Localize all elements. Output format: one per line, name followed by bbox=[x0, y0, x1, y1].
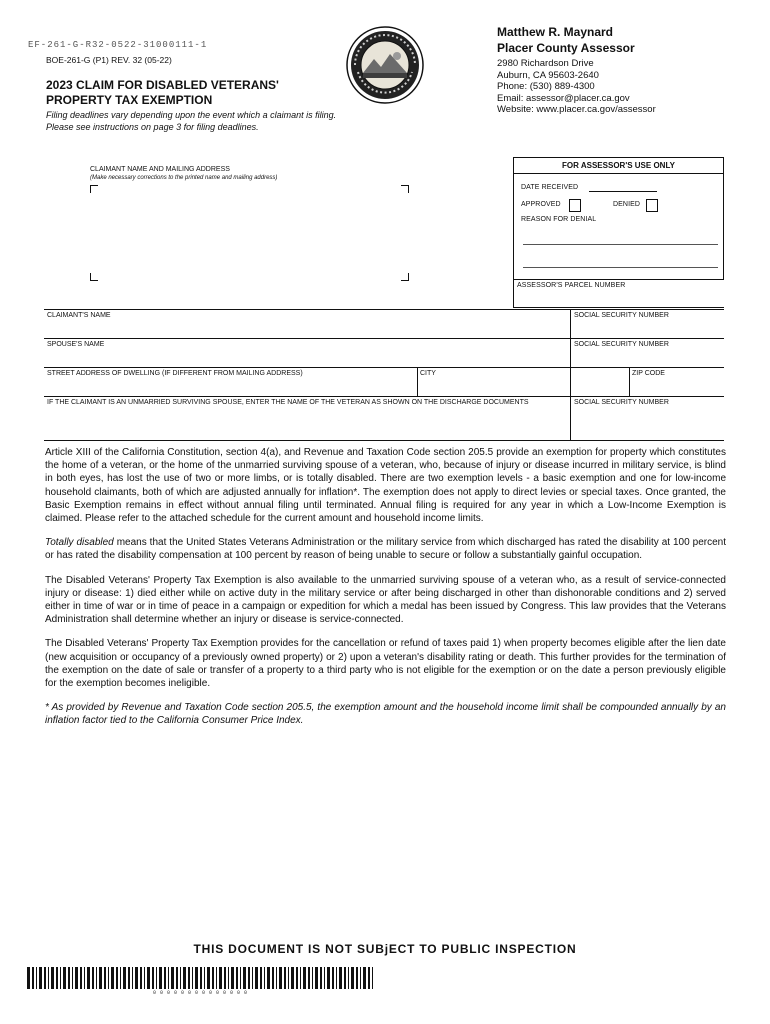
divider bbox=[44, 367, 724, 368]
subtitle-line1: Filing deadlines vary depending upon the event which a claimant is filing. bbox=[46, 110, 337, 120]
form-subtitle bbox=[46, 109, 336, 133]
divider bbox=[629, 367, 630, 396]
form-title bbox=[46, 78, 279, 108]
form-title-line1: 2023 CLAIM FOR DISABLED VETERANS' bbox=[46, 78, 279, 92]
paragraph-surviving-spouse: The Disabled Veterans' Property Tax Exemption is also available to the unmarried surviving spouse of a veteran who, as a result of service-connected injury or disease: 1) died either while on active duty in the military service or after being discharged in other than dishonorable conditions and 2) served either in time of war or in time of peace in a campaign or expedition for which a medal has been issued by Congress. This law provides that the Veterans Administration shall determine whether an injury or disease is service-connected. bbox=[45, 574, 726, 626]
assessor-phone: Phone: (530) 889-4300 bbox=[497, 81, 595, 92]
city-label[interactable]: CITY bbox=[420, 370, 436, 377]
assessor-address2: Auburn, CA 95603-2640 bbox=[497, 69, 599, 81]
veteran-ssn-label[interactable]: SOCIAL SECURITY NUMBER bbox=[574, 399, 669, 406]
reason-for-denial-field[interactable] bbox=[523, 244, 718, 245]
address-window-corner bbox=[401, 273, 409, 281]
address-window-corner bbox=[90, 273, 98, 281]
definition-totally-disabled: means that the United States Veterans Administration or the military service from which discharged has rated the disability at 100 percent or has rated the disability compensation at 100 percent by reason of being unable to secure or follow a substantially gainful occupation. bbox=[45, 537, 726, 562]
claimant-fields bbox=[44, 309, 724, 441]
instructions-text bbox=[45, 446, 726, 739]
divider bbox=[44, 338, 724, 339]
parcel-number-field[interactable] bbox=[513, 280, 724, 308]
denied-checkbox[interactable] bbox=[646, 199, 658, 212]
county-seal-icon bbox=[346, 26, 424, 104]
public-inspection-notice: THIS DOCUMENT IS NOT SUBjECT TO PUBLIC INSPECTION bbox=[193, 942, 577, 956]
subtitle-line2: Please see instructions on page 3 for filing deadlines. bbox=[46, 122, 259, 132]
divider bbox=[44, 396, 724, 397]
paragraph-inflation-note: * As provided by Revenue and Taxation Code section 205.5, the exemption amount and the household income limit shall be compounded annually by an inflation factor tied to the California Consumer Price Index. bbox=[45, 702, 726, 727]
barcode-icon bbox=[27, 967, 377, 989]
approved-label: APPROVED bbox=[521, 201, 561, 208]
assessor-use-box bbox=[513, 157, 724, 280]
term-totally-disabled: Totally disabled bbox=[45, 537, 114, 549]
form-code: EF-261-G-R32-0522-31000111-1 bbox=[28, 40, 208, 50]
assessor-office: Placer County Assessor bbox=[497, 41, 635, 55]
paragraph-cancellation-refund: The Disabled Veterans' Property Tax Exemption provides for the cancellation or refund of taxes paid 1) when property becomes eligible after the lien date (new acquisition or occupancy of a previously owned property) or 2) upon a veteran's disability rating or death. This further provides for the termination of the exemption on the date of sale or transfer of a property to a third party who is not eligible for the exemption or on the date a person previously eligible for the exemption becomes ineligible. bbox=[45, 638, 726, 690]
divider bbox=[570, 396, 571, 440]
reason-for-denial-label: REASON FOR DENIAL bbox=[521, 216, 597, 223]
assessor-heading bbox=[497, 24, 635, 56]
paragraph-exemption-overview: Article XIII of the California Constitution, section 4(a), and Revenue and Taxation Code section 205.5 provide an exemption for property which constitutes the home of a veteran, or the home of the unmarried surviving spouse of a veteran, who, because of injury or disease incurred in military service, is blind in both eyes, has lost the use of two or more limbs, or is totally disabled. There are two exemption levels - a basic exemption and one for low-income household claimants, both of which are adjusted annually for inflation*. The exemption does not apply to direct levies or special taxes. Once granted, the Basic Exemption remains in effect without annual filing until terminated. Annual filing is required for any year in which a Low-Income Exemption is claimed. Please refer to the attached schedule for the current amount and household income limits. bbox=[45, 447, 726, 525]
spouse-name-label[interactable]: SPOUSE'S NAME bbox=[47, 341, 105, 348]
divider bbox=[44, 440, 724, 441]
paragraph-totally-disabled bbox=[45, 536, 726, 562]
date-received-label: DATE RECEIVED bbox=[521, 184, 579, 191]
address-window-corner bbox=[90, 185, 98, 193]
approved-checkbox[interactable] bbox=[569, 199, 581, 212]
parcel-number-label: ASSESSOR'S PARCEL NUMBER bbox=[517, 282, 626, 289]
divider bbox=[417, 367, 418, 396]
spouse-ssn-label[interactable]: SOCIAL SECURITY NUMBER bbox=[574, 341, 669, 348]
veteran-name-label[interactable]: IF THE CLAIMANT IS AN UNMARRIED SURVIVING SPOUSE, ENTER THE NAME OF THE VETERAN AS SHOWN ON THE DISCHARGE DOCUMENTS bbox=[47, 399, 529, 406]
claimant-address-hint: (Make necessary corrections to the printed name and mailing address) bbox=[90, 175, 278, 181]
claimant-ssn-label[interactable]: SOCIAL SECURITY NUMBER bbox=[574, 312, 669, 319]
date-received-field[interactable] bbox=[589, 191, 657, 192]
divider bbox=[44, 309, 724, 310]
reason-for-denial-field[interactable] bbox=[523, 267, 718, 268]
address-window-corner bbox=[401, 185, 409, 193]
claimant-name-label[interactable]: CLAIMANT'S NAME bbox=[47, 312, 111, 319]
form-revision: BOE-261-G (P1) REV. 32 (05-22) bbox=[46, 55, 172, 65]
zip-code-label[interactable]: ZIP CODE bbox=[632, 370, 665, 377]
denied-label: DENIED bbox=[613, 201, 641, 208]
assessor-website: Website: www.placer.ca.gov/assessor bbox=[497, 104, 656, 115]
assessor-use-title: FOR ASSESSOR'S USE ONLY bbox=[514, 158, 723, 174]
barcode-number: 0 0 0 0 0 0 0 0 0 0 0 0 0 0 bbox=[153, 990, 248, 996]
assessor-contact bbox=[497, 58, 656, 116]
street-address-label[interactable]: STREET ADDRESS OF DWELLING (IF DIFFERENT FROM MAILING ADDRESS) bbox=[47, 370, 303, 377]
assessor-address1: 2980 Richardson Drive bbox=[497, 58, 594, 69]
divider bbox=[570, 309, 571, 396]
assessor-email: Email: assessor@placer.ca.gov bbox=[497, 92, 630, 104]
claimant-address-label: CLAIMANT NAME AND MAILING ADDRESS bbox=[90, 166, 230, 173]
form-title-line2: PROPERTY TAX EXEMPTION bbox=[46, 93, 213, 107]
assessor-name: Matthew R. Maynard bbox=[497, 25, 614, 39]
